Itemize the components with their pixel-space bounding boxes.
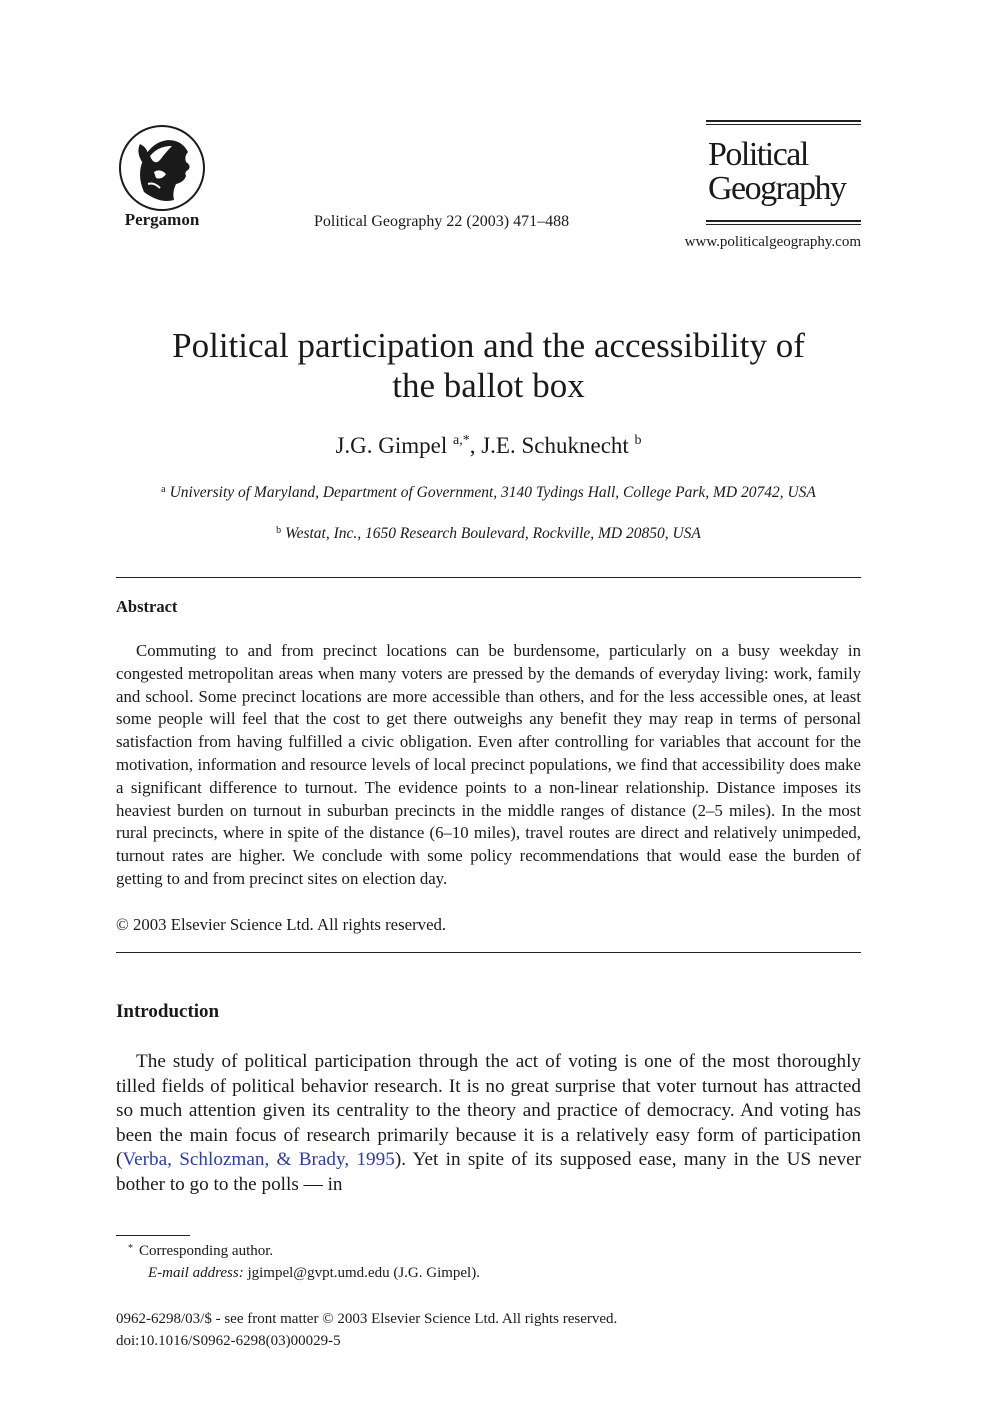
- affiliation-text: University of Maryland, Department of Government, 3140 Tydings Hall, College Park, MD 20742, USA: [169, 484, 816, 501]
- masthead-line: Political: [708, 136, 808, 173]
- issn-line: 0962-6298/03/$ - see front matter © 2003 Elsevier Science Ltd. All rights reserved.: [116, 1311, 618, 1327]
- footnote-email: [148, 1265, 480, 1282]
- abstract-heading: Abstract: [116, 597, 178, 616]
- introduction-paragraph: [116, 1050, 861, 1198]
- affiliation-text: Westat, Inc., 1650 Research Boulevard, Rockville, MD 20850, USA: [285, 525, 701, 542]
- footnote-mark: *: [128, 1243, 133, 1254]
- affiliation-mark: a: [161, 484, 166, 495]
- author-name[interactable]: J.E. Schuknecht: [481, 433, 629, 458]
- abstract-bottom-rule: [116, 952, 861, 953]
- section-heading-introduction: Introduction: [116, 1001, 220, 1022]
- masthead-rule: [706, 120, 861, 125]
- journal-masthead: [706, 120, 861, 230]
- pergamon-logo: [112, 122, 212, 232]
- author-marks[interactable]: a,*: [453, 433, 470, 448]
- title-line: Political participation and the accessibility of: [172, 326, 805, 365]
- author-list: [116, 433, 861, 459]
- doi-link[interactable]: doi:10.1016/S0962-6298(03)00029-5: [116, 1333, 341, 1349]
- footnote-text: Corresponding author.: [139, 1243, 274, 1259]
- author-name[interactable]: J.G. Gimpel: [335, 433, 448, 458]
- masthead-title: [708, 138, 846, 206]
- author-separator: ,: [469, 433, 482, 458]
- publisher-name: Pergamon: [124, 210, 200, 229]
- title-line: the ballot box: [392, 366, 585, 405]
- journal-url-link[interactable]: www.politicalgeography.com: [684, 234, 861, 250]
- citation-link[interactable]: Verba, Schlozman, & Brady, 1995: [122, 1149, 395, 1171]
- affiliation: [116, 479, 861, 503]
- abstract-copyright: © 2003 Elsevier Science Ltd. All rights reserved.: [116, 915, 447, 934]
- paper-title: [116, 326, 861, 406]
- affiliation: [116, 520, 861, 544]
- email-address[interactable]: jgimpel@gvpt.umd.edu (J.G. Gimpel).: [243, 1265, 480, 1281]
- journal-citation: Political Geography 22 (2003) 471–488: [314, 213, 570, 230]
- masthead-line: Geography: [708, 170, 846, 207]
- paragraph-text: The study of political participation through the act of voting is one of the most thoroughly tilled fields of political behavior research. It is no great surprise that voter turnout has attracted so much attention given its centrality to the theory and practice of democracy. And voting has been the main focus of research primarily because it is a relatively easy form of participation (: [116, 1051, 861, 1171]
- paragraph-text: ). Yet in spite of its supposed ease, many in the US never bother to go to the polls — in: [116, 1149, 861, 1195]
- masthead-rule: [706, 220, 861, 225]
- abstract-top-rule: [116, 577, 861, 578]
- footnote-rule: [116, 1235, 190, 1236]
- affiliation-mark: b: [276, 525, 282, 536]
- email-label: E-mail address:: [148, 1265, 244, 1281]
- author-marks[interactable]: b: [634, 433, 642, 448]
- athena-head-icon: [114, 122, 210, 214]
- abstract-body: Commuting to and from precinct locations can be burdensome, particularly on a busy weekday in congested metropolitan areas when many voters are pressed by the demands of everyday living: work, family and school. Some precinct locations are more accessible than others, and for the less accessible ones, at least some people will feel that the cost to get there outweighs any benefit they may reap in terms of personal satisfaction from having fulfilled a civic obligation. Even after controlling for variables that account for the motivation, information and resource levels of local precinct populations, we find that accessibility does make a significant difference to turnout. The evidence points to a non-linear relationship. Distance imposes its heaviest burden on turnout in suburban precincts in the middle ranges of distance (2–5 miles). In the most rural precincts, where in spite of the distance (6–10 miles), travel routes are direct and relatively unimpeded, turnout rates are higher. We conclude with some policy recommendations that would ease the burden of getting to and from precinct sites on election day.: [116, 641, 861, 888]
- footnote-corresponding-author: [128, 1243, 273, 1260]
